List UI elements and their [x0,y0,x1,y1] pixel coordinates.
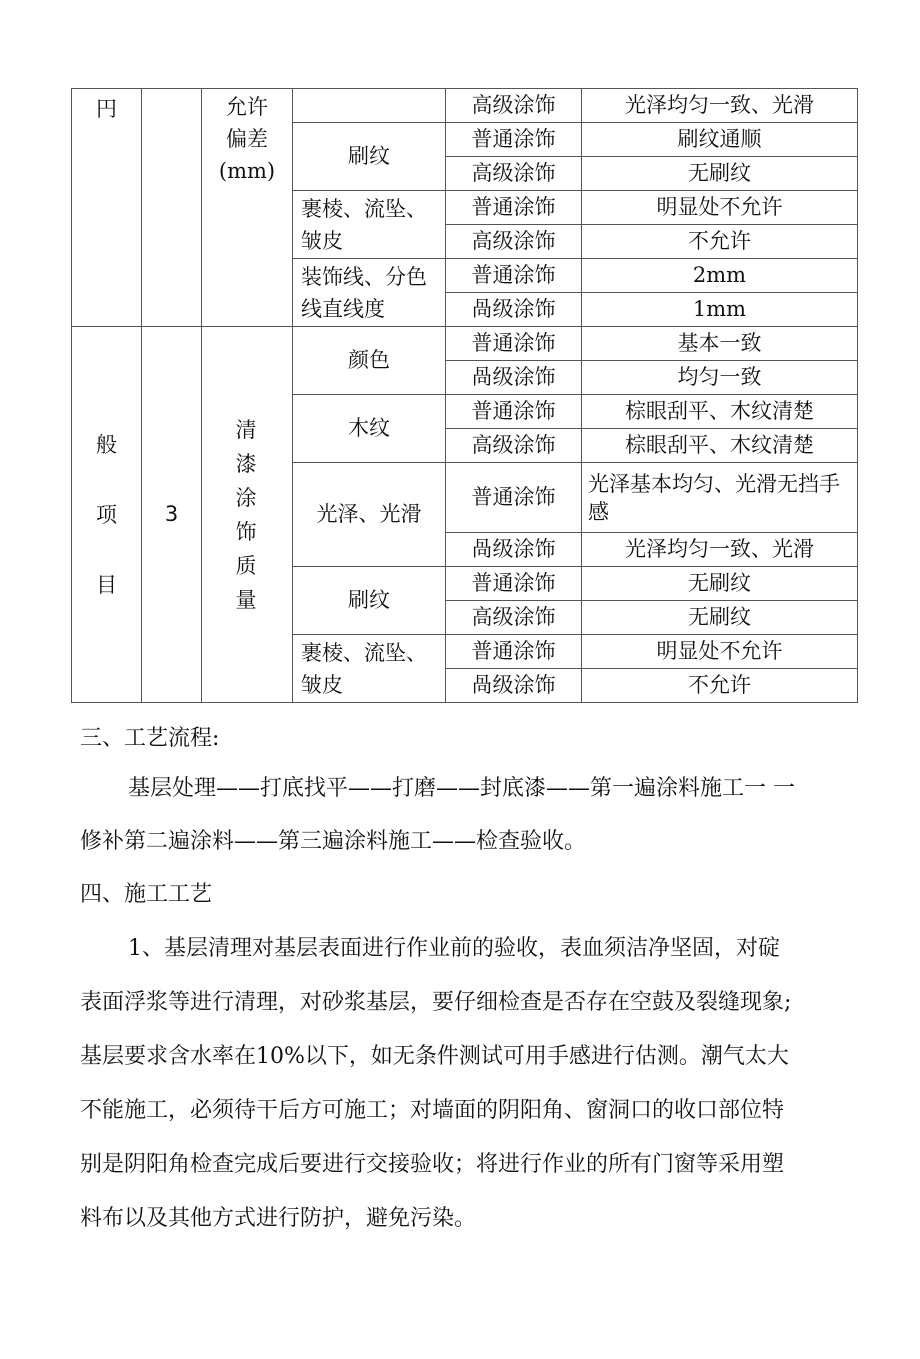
standard-cell: 明显处不允许 [582,191,858,225]
body-line-3: 基层要求含水率在10%以下，如无条件测试可用手感进行估测。潮气太大 [80,1044,789,1069]
standard-cell: 无刷纹 [582,601,858,635]
level-cell: 普通涂饰 [446,395,582,429]
level-cell: 普通涂饰 [446,463,582,533]
item-cell: 裹棱、流坠、皱皮 [293,635,446,703]
standard-cell: 不允许 [582,669,858,703]
standard-cell: 光泽均匀一致、光滑 [582,533,858,567]
level-cell: 普通涂饰 [446,327,582,361]
body-line-2: 表面浮浆等进行清理，对砂浆基层，要仔细检查是否存在空鼓及裂缝现象; [80,990,792,1015]
section4-heading: 四、施工工艺 [80,882,213,907]
level-cell: 咼级涂饰 [446,533,582,567]
item-cell: 木纹 [293,395,446,463]
section3-heading: 三、工艺流程: [80,726,220,751]
standard-cell: 光泽基本均匀、光滑无挡手感 [582,463,858,533]
seq-number: 3 [142,327,202,703]
level-cell: 高级涂饰 [446,157,582,191]
standard-cell: 基本一致 [582,327,858,361]
level-cell: 普通涂饰 [446,635,582,669]
item-cell-blank [293,89,446,123]
level-cell: 普通涂饰 [446,123,582,157]
level-cell: 咼级涂饰 [446,361,582,395]
allowance-label: 允许 偏差 (mm) [202,89,293,327]
item-cell: 装饰线、分色线直线度 [293,259,446,327]
item-cell: 颜色 [293,327,446,395]
standard-cell: 光泽均匀一致、光滑 [582,89,858,123]
quality-label: 清 漆 涂 饰 质 量 [202,327,293,703]
standard-cell: 明显处不允许 [582,635,858,669]
level-cell: 高级涂饰 [446,89,582,123]
standard-cell: 均匀一致 [582,361,858,395]
standard-cell: 2mm [582,259,858,293]
level-cell: 咼级涂饰 [446,293,582,327]
standard-cell: 刷纹通顺 [582,123,858,157]
standard-cell: 无刷纹 [582,567,858,601]
seq-cell-top [142,89,202,327]
body-line-5: 别是阴阳角检查完成后要进行交接验收；将进行作业的所有门窗等采用塑 [80,1152,785,1177]
flow-line-1: 基层处理——打底找平——打磨——封底漆——第一遍涂料施工一 一 [128,776,795,801]
level-cell: 普通涂饰 [446,567,582,601]
item-cell: 刷纹 [293,123,446,191]
level-cell: 咼级涂饰 [446,669,582,703]
level-cell: 普通涂饰 [446,191,582,225]
level-cell: 普通涂饰 [446,259,582,293]
category-cell-general: 般 项 目 [72,327,142,703]
standard-cell: 1mm [582,293,858,327]
body-line-4: 不能施工，必须待干后方可施工；对墙面的阴阳角、窗洞口的收口部位特 [80,1098,785,1123]
standard-cell: 棕眼刮平、木纹清楚 [582,395,858,429]
body-line-6: 料布以及其他方式进行防护，避免污染。 [80,1206,477,1231]
item-cell: 光泽、光滑 [293,463,446,567]
flow-line-2: 修补第二遍涂料——第三遍涂料施工——检查验收。 [80,829,587,854]
level-cell: 高级涂饰 [446,225,582,259]
level-cell: 高级涂饰 [446,429,582,463]
standard-cell: 不允许 [582,225,858,259]
body-line-1: 1、基层清理对基层表面进行作业前的验收，表血须洁净坚固，对碇 [128,936,780,961]
standard-cell: 无刷纹 [582,157,858,191]
quality-spec-table [71,88,858,703]
category-cell-top: 円 [72,89,142,327]
standard-cell: 棕眼刮平、木纹清楚 [582,429,858,463]
level-cell: 高级涂饰 [446,601,582,635]
item-cell: 裹棱、流坠、皱皮 [293,191,446,259]
item-cell: 刷纹 [293,567,446,635]
